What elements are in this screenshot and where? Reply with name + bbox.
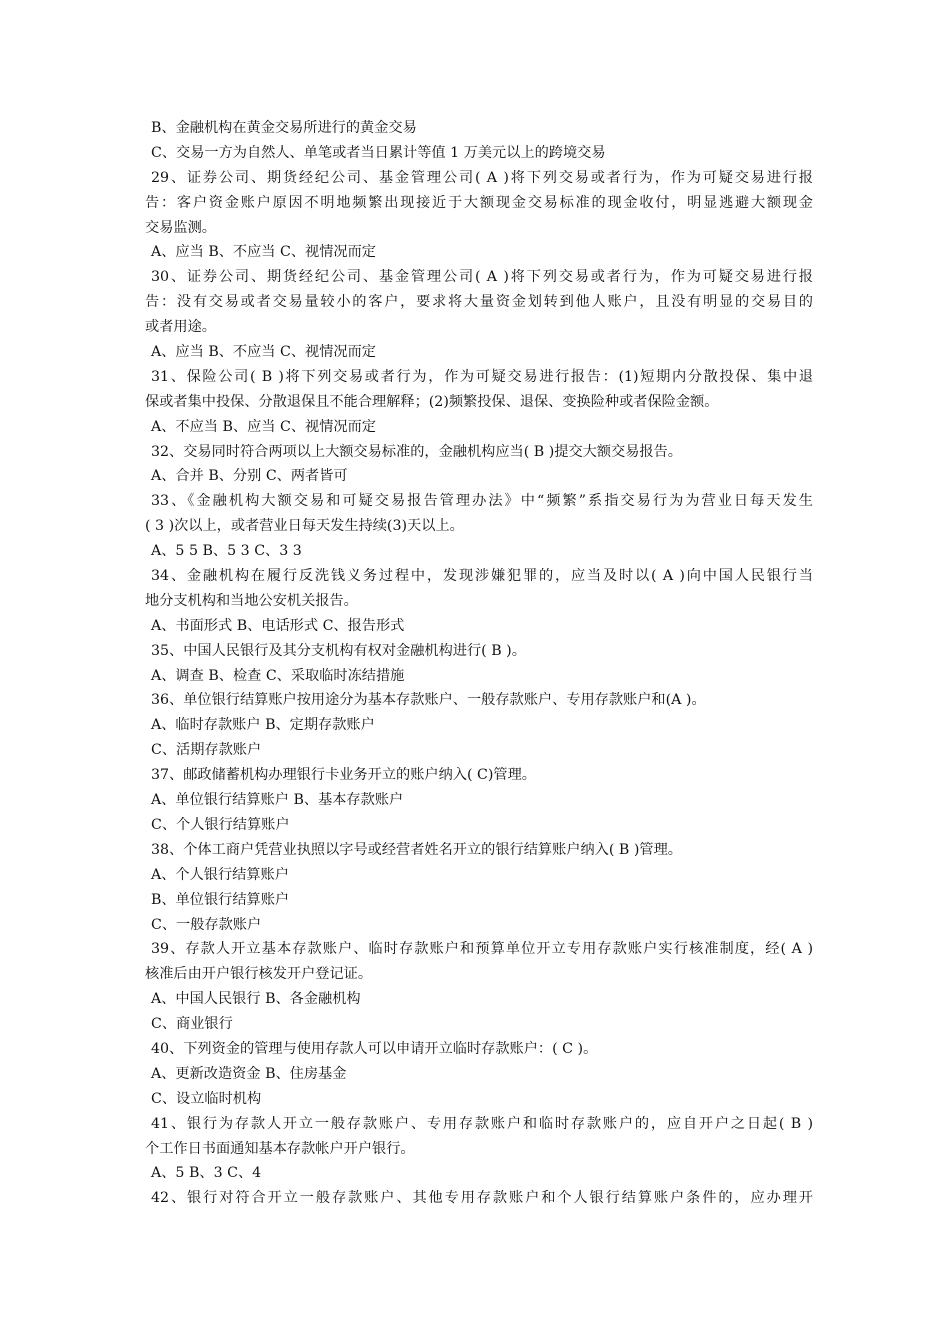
text-line-22: 35、中国人民银行及其分支机构有权对金融机构进行( B )。	[151, 642, 526, 659]
text-line-16: 33、《金融机构大额交易和可疑交易报告管理办法》中“频繁”系指交易行为为营业日每天发生	[151, 493, 813, 510]
text-line-1: B、金融机构在黄金交易所进行的黄金交易	[151, 120, 417, 136]
text-line-11: 31、保险公司( B )将下列交易或者行为，作为可疑交易进行报告：(1)短期内分散投保、集中退	[151, 368, 813, 385]
text-line-20: 地分支机构和当地公安机关报告。	[145, 592, 358, 609]
text-line-41: 41、银行为存款人开立一般存款账户、专用存款账户和临时存款账户的，应自开户之日起( B )	[151, 1115, 813, 1132]
text-line-43: A、5 B、3 C、4	[151, 1165, 262, 1182]
text-line-29: C、个人银行结算账户	[151, 816, 290, 833]
text-line-23: A、调查 B、检查 C、采取临时冻结措施	[151, 667, 405, 684]
text-line-33: C、一般存款账户	[151, 916, 262, 933]
text-line-12: 保或者集中投保、分散退保且不能合理解释；(2)频繁投保、退保、变换险种或者保险金额。	[145, 393, 719, 410]
text-line-8: 告：没有交易或者交易量较小的客户，要求将大量资金划转到他人账户，且没有明显的交易目的	[145, 294, 813, 311]
text-line-44: 42、银行对符合开立一般存款账户、其他专用存款账户和个人银行结算账户条件的，应办理开	[151, 1190, 813, 1207]
text-line-9: 或者用途。	[145, 319, 216, 336]
text-line-26: C、活期存款账户	[151, 742, 262, 759]
text-line-28: A、单位银行结算账户 B、基本存款账户	[151, 792, 404, 809]
text-line-3: 29、证券公司、期货经纪公司、基金管理公司( A )将下列交易或者行为，作为可疑交易进行报	[151, 169, 813, 186]
text-line-37: C、商业银行	[151, 1016, 233, 1033]
text-line-4: 告：客户资金账户原因不明地频繁出现接近于大额现金交易标准的现金收付，明显逃避大额现金	[145, 194, 813, 211]
text-line-31: A、个人银行结算账户	[151, 866, 289, 883]
text-line-15: A、合并 B、分别 C、两者皆可	[151, 468, 348, 485]
text-line-17: ( 3 )次以上，或者营业日每天发生持续(3)天以上。	[145, 518, 464, 535]
document-page	[145, 116, 813, 1211]
text-line-36: A、中国人民银行 B、各金融机构	[151, 991, 361, 1008]
text-line-13: A、不应当 B、应当 C、视情况而定	[151, 418, 376, 435]
text-line-34: 39、存款人开立基本存款账户、临时存款账户和预算单位开立专用存款账户实行核准制度，经( A )	[151, 941, 813, 958]
text-line-30: 38、个体工商户凭营业执照以字号或经营者姓名开立的银行结算账户纳入( B )管理。	[151, 841, 682, 858]
text-line-38: 40、下列资金的管理与使用存款人可以申请开立临时存款账户：( C )。	[151, 1040, 598, 1057]
text-line-10: A、应当 B、不应当 C、视情况而定	[151, 344, 376, 361]
text-line-40: C、设立临时机构	[151, 1090, 262, 1107]
text-line-14: 32、交易同时符合两项以上大额交易标准的，金融机构应当( B )提交大额交易报告。	[151, 443, 682, 460]
text-line-6: A、应当 B、不应当 C、视情况而定	[151, 244, 376, 261]
text-line-32: B、单位银行结算账户	[151, 891, 290, 908]
text-line-24: 36、单位银行结算账户按用途分为基本存款账户、一般存款账户、专用存款账户和(A )。	[151, 692, 706, 709]
text-line-19: 34、金融机构在履行反洗钱义务过程中，发现涉嫌犯罪的，应当及时以( A )向中国人民银行当	[151, 568, 813, 585]
text-line-5: 交易监测。	[145, 219, 216, 236]
text-line-7: 30、证券公司、期货经纪公司、基金管理公司( A )将下列交易或者行为，作为可疑交易进行报	[151, 269, 813, 286]
text-line-27: 37、邮政储蓄机构办理银行卡业务开立的账户纳入( C)管理。	[151, 767, 536, 784]
text-line-42: 个工作日书面通知基本存款帐户开户银行。	[145, 1140, 415, 1157]
text-line-21: A、书面形式 B、电话形式 C、报告形式	[151, 617, 405, 634]
text-line-35: 核准后由开户银行核发开户登记证。	[145, 966, 373, 983]
text-line-25: A、临时存款账户 B、定期存款账户	[151, 717, 375, 734]
text-line-18: A、5 5 B、5 3 C、3 3	[151, 543, 302, 560]
text-line-2: C、交易一方为自然人、单笔或者当日累计等值 1 万美元以上的跨境交易	[151, 144, 606, 161]
text-line-39: A、更新改造资金 B、住房基金	[151, 1065, 347, 1082]
